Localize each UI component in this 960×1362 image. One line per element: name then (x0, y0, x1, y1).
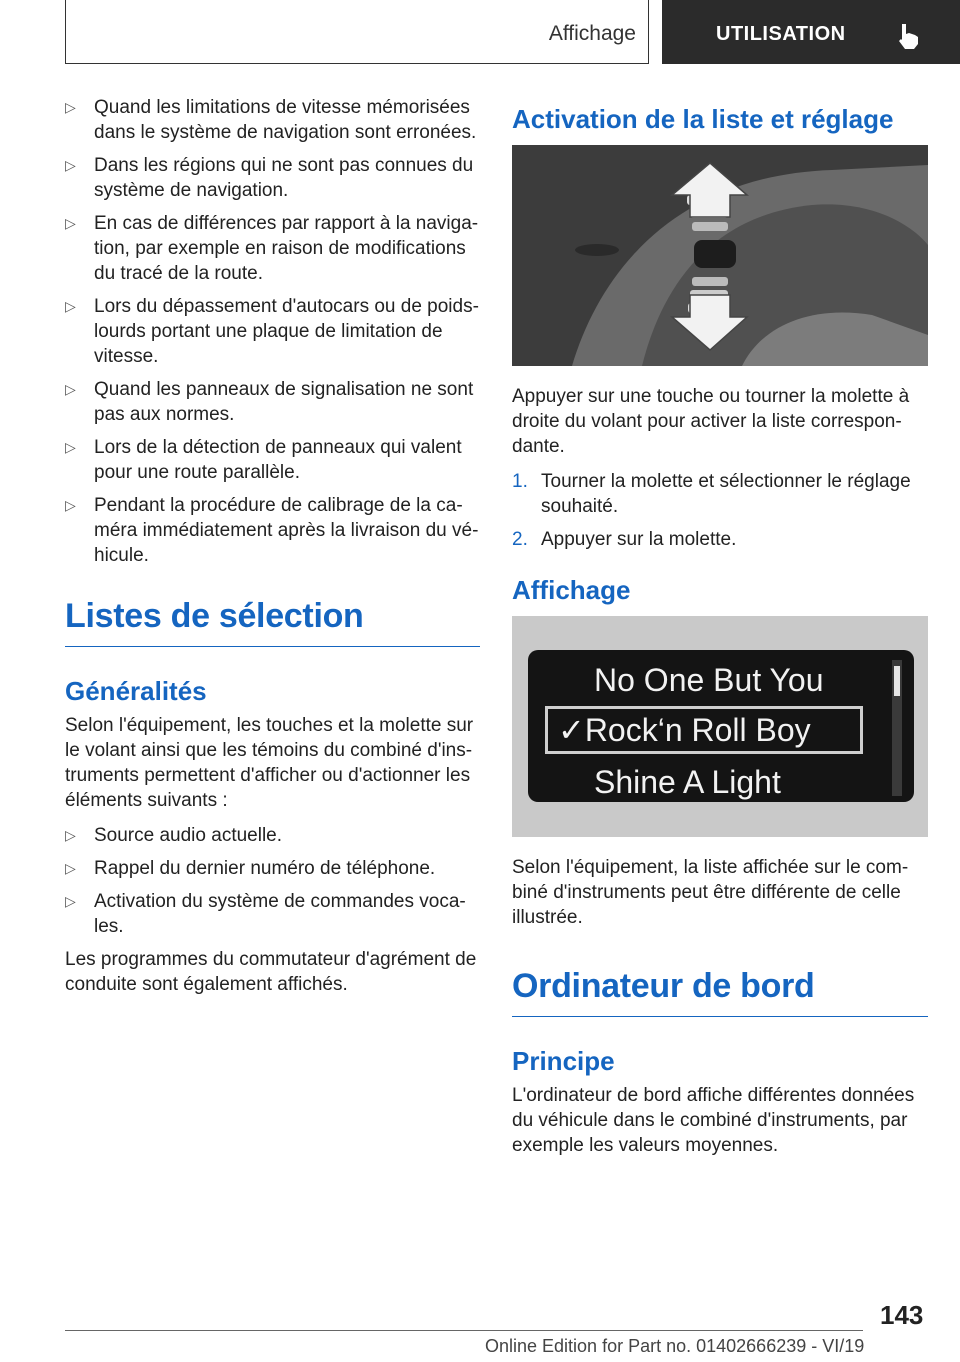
bullet-marker: ▷ (65, 99, 76, 115)
footer-edition: Online Edition for Part no. 01402666239 - VI/19 (485, 1336, 865, 1356)
list-item-text: Lors du dépassement d'autocars ou de poids-lourds portant une plaque de limitation de vitesse. (94, 296, 479, 367)
bullet-list-elements (65, 823, 480, 939)
principe-paragraph: L'ordinateur de bord affiche différentes données du véhicule dans le combiné d'instruments, par exemple les valeurs moyennes. (512, 1085, 915, 1156)
step-number: 2. (512, 529, 528, 550)
step-text: Tourner la molette et sélectionner le réglage souhaité. (541, 471, 911, 517)
display-scrollbar-thumb (894, 666, 900, 696)
display-note-paragraph: Selon l'équipement, la liste affichée sur le combiné d'instruments peut être différente de celle illustrée. (512, 857, 909, 928)
outro-paragraph: Les programmes du commutateur d'agrément de conduite sont également affichés. (65, 949, 477, 995)
step-text: Appuyer sur la molette. (541, 529, 737, 550)
bullet-marker: ▷ (65, 439, 76, 455)
header-chapter-label: UTILISATION (716, 23, 846, 45)
intro-paragraph: Selon l'équipement, les touches et la molette sur le volant ainsi que les témoins du combiné d'instruments permettent d'afficher ou d'actionner les éléments suivants : (65, 715, 474, 811)
header-section-title: Affichage (548, 22, 636, 45)
heading-listes-de-selection: Listes de sélection (65, 596, 480, 647)
steps-list (512, 469, 928, 552)
display-item: No One But You (594, 662, 824, 698)
list-item-text: Lors de la détection de panneaux qui valent pour une route parallèle. (94, 437, 462, 483)
bullet-marker: ▷ (65, 893, 76, 909)
heading-generalites: Généralités (65, 676, 207, 706)
steering-wheel-illustration (512, 145, 928, 366)
header-chapter-tab (662, 0, 960, 64)
bullet-marker: ▷ (65, 157, 76, 173)
bullet-marker: ▷ (65, 381, 76, 397)
list-item (512, 527, 928, 552)
heading-principe: Principe (512, 1046, 615, 1076)
instrument-display-illustration (512, 616, 928, 837)
display-item: ✓Rock‘n Roll Boy (558, 712, 811, 748)
list-item-text: Dans les régions qui ne sont pas connues du système de navigation. (94, 155, 474, 201)
list-item-text: Quand les limitations de vitesse mémorisées dans le système de navigation sont erronées. (94, 97, 477, 143)
step-number: 1. (512, 471, 528, 492)
list-item-text: En cas de différences par rapport à la navigation, par exemple en raison de modifications du tracé de la route. (94, 213, 479, 284)
list-item (65, 95, 480, 145)
left-column (65, 95, 480, 1007)
list-item (512, 469, 928, 519)
list-item-text: Source audio actuelle. (94, 825, 283, 846)
bullet-marker: ▷ (65, 497, 76, 513)
list-item (65, 823, 480, 848)
list-item-text: Quand les panneaux de signalisation ne sont pas aux normes. (94, 379, 474, 425)
list-item (65, 294, 480, 369)
heading-activation: Activation de la liste et réglage (512, 104, 894, 134)
bullet-marker: ▷ (65, 298, 76, 314)
steering-wheel-graphic (512, 145, 928, 366)
list-item-text: Rappel du dernier numéro de téléphone. (94, 858, 436, 879)
page-number: 143 (880, 1300, 924, 1330)
list-item (65, 211, 480, 286)
bullet-list-conditions (65, 95, 480, 568)
list-item (65, 493, 480, 568)
list-item (65, 856, 480, 881)
bullet-marker: ▷ (65, 860, 76, 876)
heading-affichage: Affichage (512, 575, 631, 605)
bullet-marker: ▷ (65, 215, 76, 231)
pointing-hand-icon (892, 18, 926, 52)
heading-ordinateur-de-bord: Ordinateur de bord (512, 966, 928, 1017)
list-item-text: Activation du système de commandes vocales. (94, 891, 466, 937)
list-item (65, 435, 480, 485)
activation-paragraph: Appuyer sur une touche ou tourner la molette à droite du volant pour activer la liste correspondante. (512, 386, 910, 457)
list-item (65, 153, 480, 203)
right-column (512, 95, 928, 1168)
display-item: Shine A Light (594, 764, 781, 800)
list-item-text: Pendant la procédure de calibrage de la caméra immédiatement après la livraison du véhicule. (94, 495, 479, 566)
list-item (65, 377, 480, 427)
footer-rule (65, 1330, 863, 1331)
list-item (65, 889, 480, 939)
bullet-marker: ▷ (65, 827, 76, 843)
